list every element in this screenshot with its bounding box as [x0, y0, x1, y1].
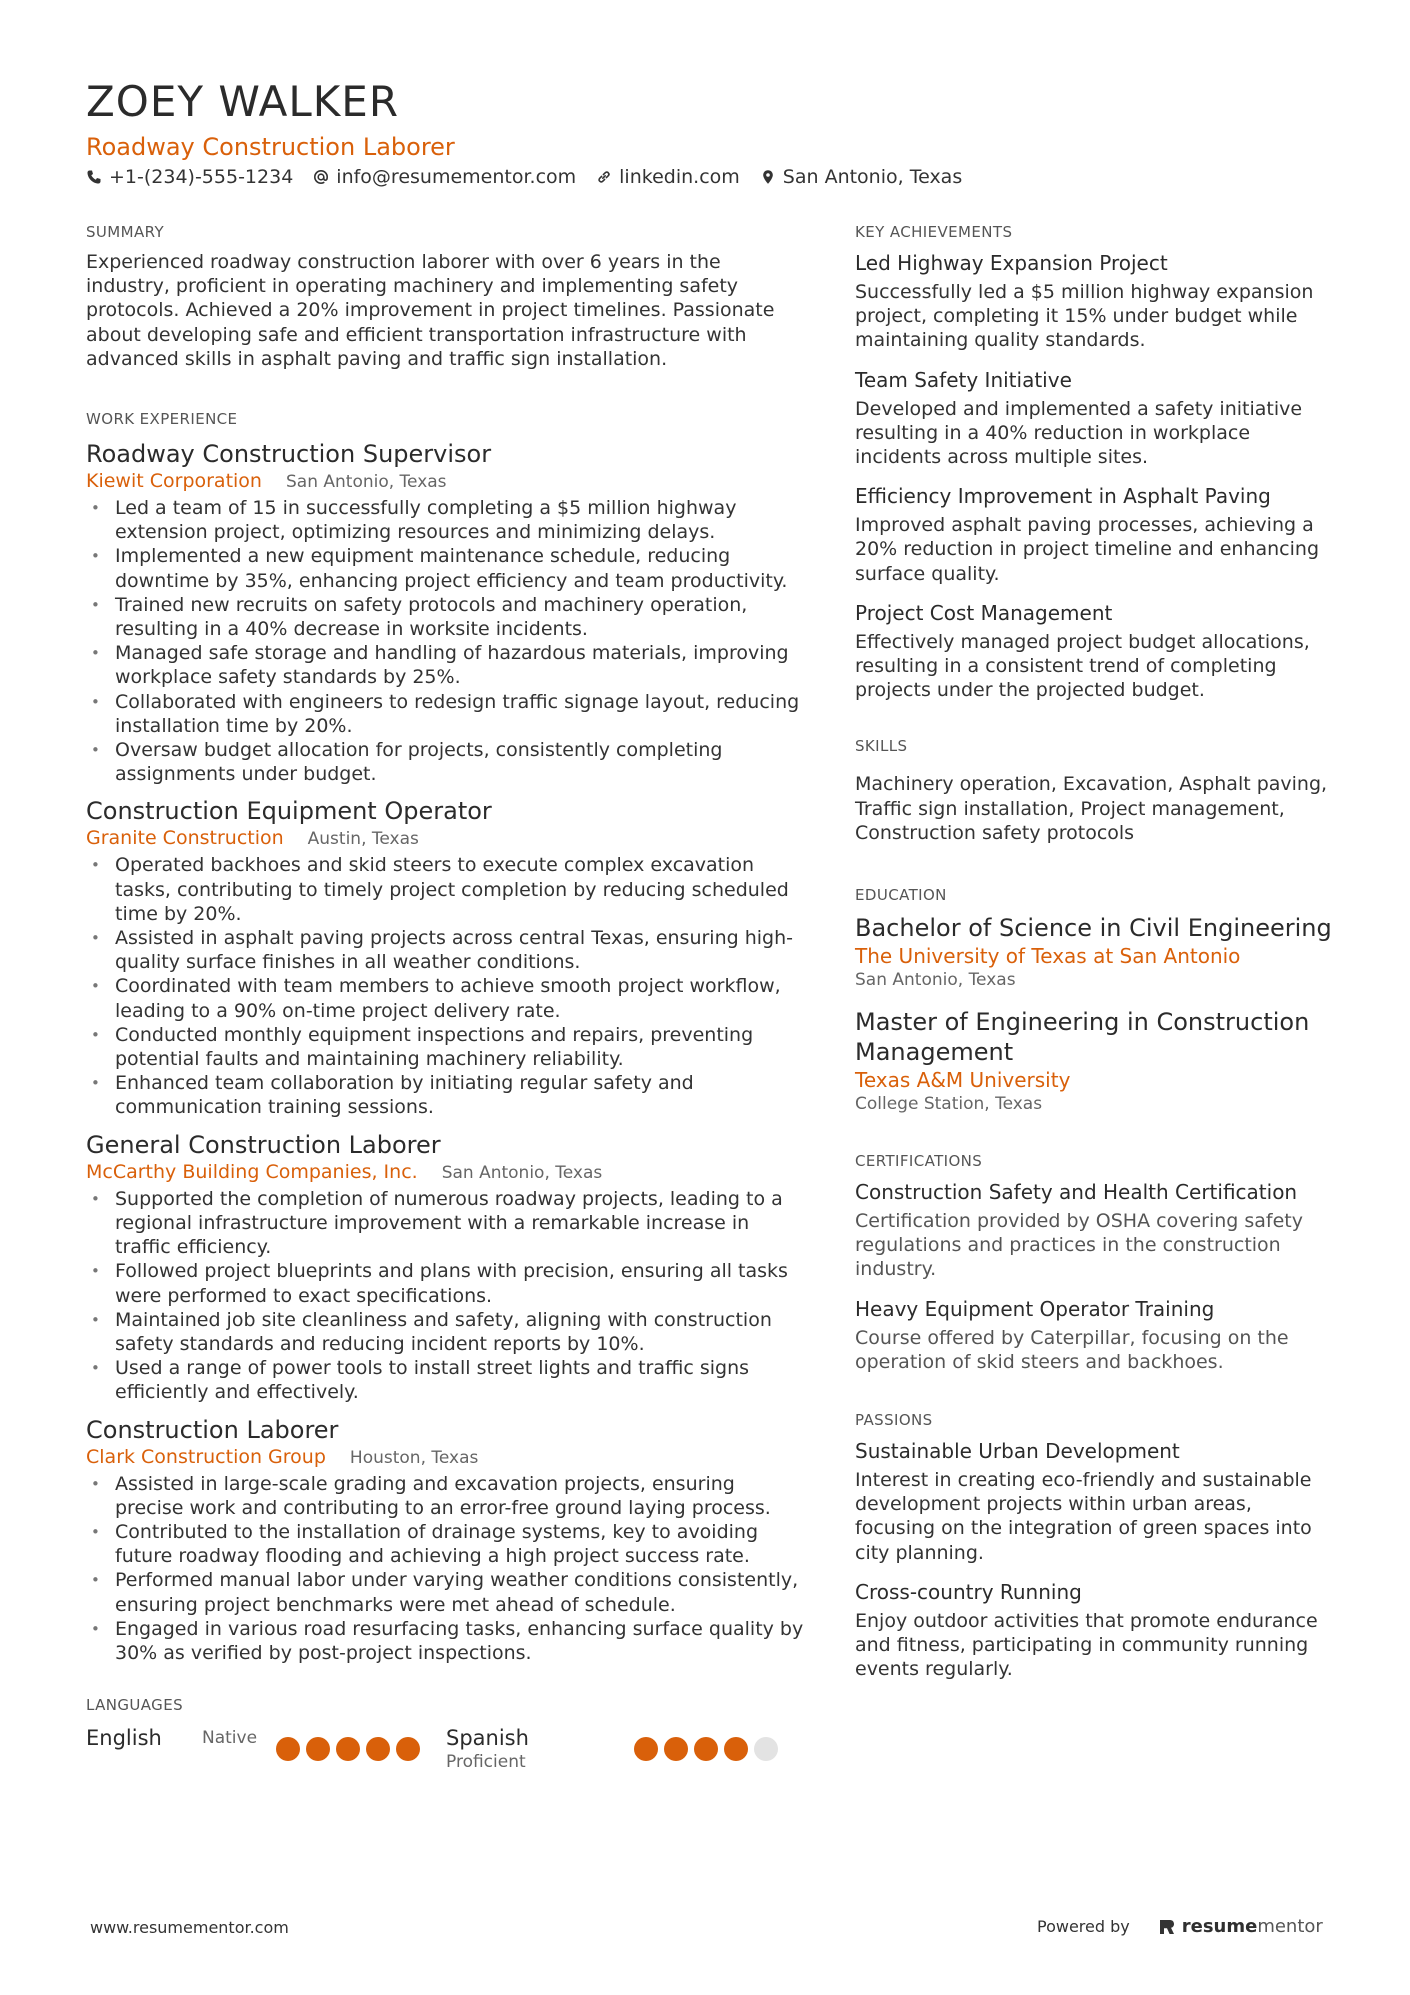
education-item — [855, 913, 1335, 991]
contact-phone — [86, 164, 293, 190]
job-bullet: • Engaged in various road resurfacing tasks, enhancing surface quality by 30% as verified by post-project inspections. — [86, 1617, 806, 1665]
contact-email[interactable] — [313, 164, 576, 190]
passions-section — [855, 1410, 1335, 1681]
language-rating — [276, 1725, 420, 1773]
job-bullet: • Performed manual labor under varying weather conditions consistently, ensuring project benchmarks were met ahead of schedule. — [86, 1568, 806, 1616]
job-bullet: • Contributed to the installation of drainage systems, key to avoiding future roadway flooding and achieving a high project success rate. — [86, 1520, 806, 1568]
job-bullet: • Maintained job site cleanliness and safety, aligning with construction safety standards and reducing incident reports by 10%. — [86, 1308, 806, 1356]
job-bullets — [86, 1187, 806, 1405]
passion-title: Cross-country Running — [855, 1579, 1082, 1604]
language-rating — [634, 1725, 778, 1773]
rating-dot-filled — [694, 1737, 718, 1761]
passion-desc: Interest in creating eco-friendly and sustainable development projects within urban areas, focusing on the integration of green spaces into city planning. — [855, 1469, 1312, 1564]
contact-email-text: info@resumementor.com — [336, 166, 577, 188]
job-bullets — [86, 496, 806, 786]
job-title: General Construction Laborer — [86, 1130, 441, 1159]
contact-linkedin[interactable] — [596, 164, 740, 190]
languages-list — [86, 1725, 806, 1773]
achievement-title: Team Safety Initiative — [855, 367, 1072, 392]
job-company: Kiewit Corporation — [86, 470, 262, 493]
skills-text: Machinery operation, Excavation, Asphalt paving, Traffic sign installation, Project management, Construction safety protocols — [855, 773, 1328, 844]
achievement-item — [855, 600, 1335, 703]
resumementor-logo[interactable] — [1158, 1916, 1323, 1937]
powered-by — [1037, 1916, 1323, 1937]
job-title: Construction Laborer — [86, 1415, 339, 1444]
contact-location-text: San Antonio, Texas — [782, 166, 963, 188]
language-item — [446, 1725, 806, 1773]
job-title: Roadway Construction Supervisor — [86, 440, 492, 469]
rating-dot-filled — [724, 1737, 748, 1761]
languages-title: LANGUAGES — [86, 1696, 184, 1715]
education-item — [855, 1007, 1335, 1115]
experience-section — [86, 409, 806, 1665]
achievement-desc: Effectively managed project budget allocations, resulting in a consistent trend of completing projects under the projected budget. — [855, 630, 1310, 702]
job-bullet: • Used a range of power tools to install street lights and traffic signs efficiently and effectively. — [86, 1356, 806, 1404]
certification-title: Heavy Equipment Operator Training — [855, 1296, 1215, 1321]
job-bullet: • Enhanced team collaboration by initiating regular safety and communication training sessions. — [86, 1071, 806, 1119]
logo-text-light: mentor — [1257, 1916, 1323, 1937]
rating-dot-filled — [664, 1737, 688, 1761]
resumementor-logo-icon — [1158, 1918, 1176, 1936]
experience-title: WORK EXPERIENCE — [86, 410, 238, 429]
job-location: Austin, Texas — [307, 829, 419, 850]
job-bullet: • Assisted in asphalt paving projects across central Texas, ensuring high-quality surface finishes in all weather conditions. — [86, 926, 806, 974]
passion-title: Sustainable Urban Development — [855, 1439, 1180, 1464]
job-bullet: • Coordinated with team members to achieve smooth project workflow, leading to a 90% on-time project delivery rate. — [86, 974, 806, 1022]
job-company: McCarthy Building Companies, Inc. — [86, 1160, 418, 1183]
achievement-item — [855, 250, 1335, 353]
job-bullet: • Conducted monthly equipment inspections and repairs, preventing potential faults and maintaining machinery reliability. — [86, 1023, 806, 1071]
achievement-desc: Developed and implemented a safety initiative resulting in a 40% reduction in workplace incidents across multiple sites. — [855, 397, 1303, 469]
education-degree: Bachelor of Science in Civil Engineering — [855, 914, 1332, 943]
education-school: Texas A&M University — [855, 1068, 1071, 1093]
contact-bar — [86, 164, 982, 190]
job-location: Houston, Texas — [349, 1447, 479, 1468]
passion-item — [855, 1438, 1335, 1565]
left-column — [86, 222, 806, 1773]
language-name: Spanish — [446, 1726, 529, 1751]
rating-dot-empty — [754, 1737, 778, 1761]
languages-section — [86, 1695, 806, 1773]
passion-desc: Enjoy outdoor activities that promote endurance and fitness, participating in community running events regularly. — [855, 1609, 1318, 1681]
job-entry — [86, 439, 806, 786]
summary-text: Experienced roadway construction laborer with over 6 years in the industry, proficient in operating machinery and implementing safety protocols. Achieved a 20% improvement in project timelines. Passionate about developing safe and efficient transportation infrastructure with advanced skills in asphalt paving and traffic sign installation. — [86, 251, 775, 370]
job-meta — [86, 1445, 806, 1470]
skills-section — [855, 736, 1335, 845]
phone-icon — [86, 169, 102, 185]
job-location: San Antonio, Texas — [441, 1162, 603, 1183]
passions-title: PASSIONS — [855, 1411, 933, 1430]
education-location: San Antonio, Texas — [855, 970, 1016, 991]
link-icon — [596, 169, 612, 185]
education-location: College Station, Texas — [855, 1094, 1043, 1115]
job-bullets — [86, 1472, 806, 1666]
language-name: English — [86, 1726, 162, 1751]
job-title: Construction Equipment Operator — [86, 797, 492, 826]
achievements-title: KEY ACHIEVEMENTS — [855, 223, 1013, 241]
job-bullet: • Supported the completion of numerous roadway projects, leading to a regional infrastructure improvement with a remarkable increase in traffic efficiency. — [86, 1187, 806, 1260]
certification-item — [855, 1179, 1335, 1282]
rating-dot-filled — [396, 1737, 420, 1761]
achievement-title: Led Highway Expansion Project — [855, 251, 1168, 275]
summary-title: SUMMARY — [86, 223, 165, 241]
certification-desc: Course offered by Caterpillar, focusing on the operation of skid steers and backhoes. — [855, 1326, 1289, 1373]
achievement-desc: Successfully led a $5 million highway expansion project, completing it 15% under budget while maintaining quality standards. — [855, 281, 1314, 352]
certification-item — [855, 1296, 1335, 1374]
passion-item — [855, 1579, 1335, 1682]
achievements-section — [855, 222, 1335, 702]
job-bullet: • Implemented a new equipment maintenance schedule, reducing downtime by 35%, enhancing project efficiency and team productivity. — [86, 544, 806, 592]
at-icon — [313, 169, 329, 185]
contact-linkedin-text: linkedin.com — [619, 166, 740, 188]
job-location: San Antonio, Texas — [285, 472, 447, 493]
location-pin-icon — [760, 169, 776, 185]
rating-dot-filled — [634, 1737, 658, 1761]
certification-desc: Certification provided by OSHA covering safety regulations and practices in the construction industry. — [855, 1210, 1303, 1281]
job-bullet: • Trained new recruits on safety protocols and machinery operation, resulting in a 40% decrease in worksite incidents. — [86, 593, 806, 641]
language-name-wrap — [446, 1725, 634, 1773]
summary-section — [86, 222, 806, 371]
job-company: Granite Construction — [86, 827, 284, 850]
certifications-section — [855, 1151, 1335, 1374]
job-entry — [86, 796, 806, 1119]
rating-dot-filled — [366, 1737, 390, 1761]
education-title: EDUCATION — [855, 886, 947, 905]
job-entry — [86, 1415, 806, 1666]
achievement-desc: Improved asphalt paving processes, achieving a 20% reduction in project timeline and enhancing surface quality. — [855, 514, 1320, 585]
education-degree: Master of Engineering in Construction Management — [855, 1008, 1310, 1067]
certifications-title: CERTIFICATIONS — [855, 1152, 983, 1171]
job-bullet: • Collaborated with engineers to redesign traffic signage layout, reducing installation time by 20%. — [86, 690, 806, 738]
rating-dot-filled — [306, 1737, 330, 1761]
footer-url[interactable]: www.resumementor.com — [90, 1918, 289, 1937]
education-section — [855, 885, 1335, 1115]
candidate-role: Roadway Construction Laborer — [86, 133, 455, 161]
achievement-item — [855, 483, 1335, 586]
achievement-title: Efficiency Improvement in Asphalt Paving — [855, 484, 1271, 509]
rating-dot-filled — [336, 1737, 360, 1761]
contact-phone-text: +1-(234)-555-1234 — [109, 166, 294, 188]
language-name-wrap — [86, 1725, 202, 1773]
job-company: Clark Construction Group — [86, 1445, 326, 1468]
skills-title: SKILLS — [855, 737, 908, 756]
rating-dot-filled — [276, 1737, 300, 1761]
education-school: The University of Texas at San Antonio — [855, 944, 1241, 969]
job-bullet: • Managed safe storage and handling of hazardous materials, improving workplace safety standards by 25%. — [86, 641, 806, 689]
job-bullets — [86, 853, 806, 1119]
language-item — [86, 1725, 446, 1773]
contact-location — [760, 164, 962, 190]
certification-title: Construction Safety and Health Certification — [855, 1180, 1298, 1205]
logo-text-bold: resume — [1181, 1916, 1258, 1937]
job-bullet: • Assisted in large-scale grading and excavation projects, ensuring precise work and contributing to an error-free ground laying process. — [86, 1472, 806, 1520]
job-meta — [86, 469, 806, 494]
achievement-item — [855, 367, 1335, 470]
achievement-title: Project Cost Management — [855, 600, 1113, 625]
job-meta — [86, 1160, 806, 1185]
language-level: Native — [202, 1728, 258, 1749]
powered-by-label: Powered by — [1037, 1917, 1130, 1936]
job-meta — [86, 826, 806, 851]
candidate-name: ZOEY WALKER — [86, 77, 399, 126]
job-bullet: • Led a team of 15 in successfully completing a $5 million highway extension project, optimizing resources and minimizing delays. — [86, 496, 806, 544]
job-entry — [86, 1130, 806, 1405]
language-level: Proficient — [446, 1752, 526, 1773]
job-bullet: • Followed project blueprints and plans with precision, ensuring all tasks were performed to exact specifications. — [86, 1259, 806, 1307]
right-column — [855, 222, 1335, 1695]
job-bullet: • Oversaw budget allocation for projects, consistently completing assignments under budget. — [86, 738, 806, 786]
job-bullet: • Operated backhoes and skid steers to execute complex excavation tasks, contributing to timely project completion by reducing scheduled time by 20%. — [86, 853, 806, 926]
